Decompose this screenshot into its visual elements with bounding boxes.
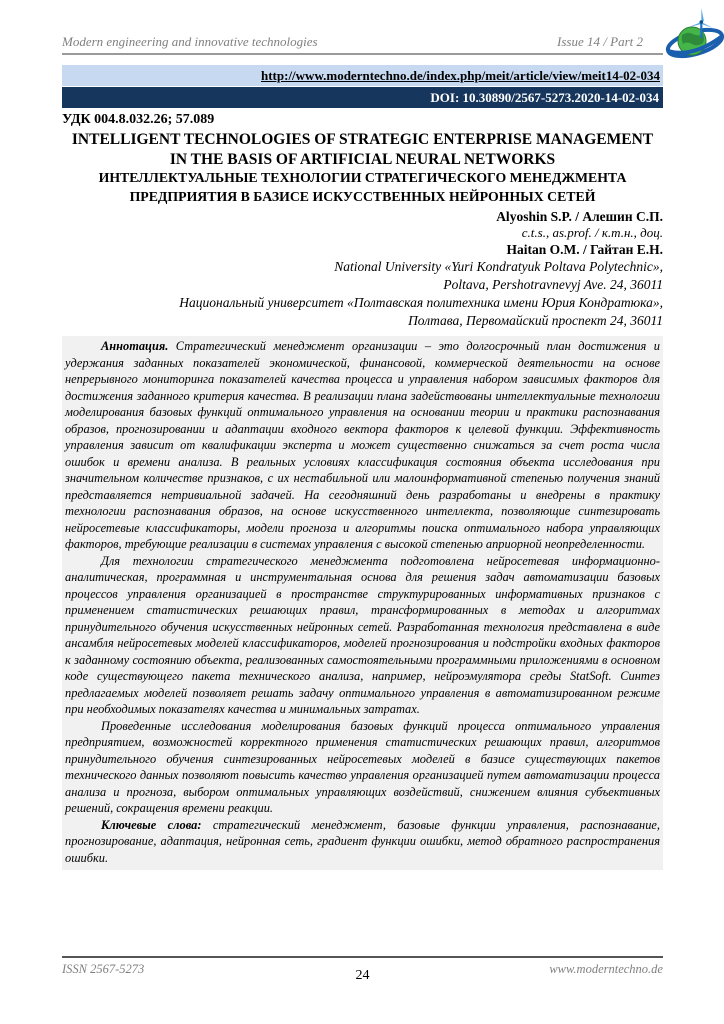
affiliation-ru-1: Национальный университет «Полтавская политехника имени Юрия Кондратюка», [179, 295, 663, 310]
abstract-paragraph-2: Для технологии стратегического менеджмента подготовлена нейросетевая информационно-аналитическая, программная и инструментальная основа для решения задач автоматизации базовых процессов управления организацией в пространстве структурированных информативных признаков с применением статистических решающих правил, трансформированных в методах и алгоритмах принудительного обучения искусственных нейронных сетей. Разработанная технология представлена в виде ансамбля нейросетевых моделей классификаторов, моделей прогнозирования и подстройки входных факторов к заданному состоянию объекта, реализованных самостоятельными программными приложениями в основном коде существующего пакета технического анализа, например, нейроэмулятора среды StatSoft. Синтез предлагаемых моделей позволяет решать задачу оптимального управления в автоматизированном режиме при необходимых показателях качества и минимальных затратах. [65, 553, 660, 716]
article-title-ru: ИНТЕЛЛЕКТУАЛЬНЫЕ ТЕХНОЛОГИИ СТРАТЕГИЧЕСКОГО МЕНЕДЖМЕНТА ПРЕДПРИЯТИЯ В БАЗИСЕ ИСКУССТВЕННЫХ НЕЙРОННЫХ СЕТЕЙ [98, 170, 627, 204]
affiliation-en-1: National University «Yuri Kondratyuk Poltava Polytechnic», [334, 259, 663, 274]
keywords-label: Ключевые слова: [101, 817, 202, 832]
article-url-bar [62, 65, 663, 86]
page-content [62, 0, 663, 870]
author-1-name: Alyoshin S.P. / Алешин С.П. [496, 209, 663, 224]
running-header [62, 0, 663, 55]
doi-text: DOI: 10.30890/2567-5273.2020-14-02-034 [430, 90, 659, 105]
affiliation-ru-2: Полтава, Первомайский проспект 24, 36011 [408, 313, 663, 328]
article-title-en: INTELLIGENT TECHNOLOGIES OF STRATEGIC ENTERPRISE MANAGEMENT IN THE BASIS OF ARTIFICIAL NEURAL NETWORKS [71, 131, 654, 168]
abstract-label: Аннотация. [101, 339, 169, 353]
doi-bar [62, 87, 663, 108]
keywords-paragraph [65, 817, 660, 867]
udc-code: УДК 004.8.032.26; 57.089 [62, 112, 215, 127]
affiliation-block [62, 258, 663, 330]
page-number: 24 [355, 968, 370, 983]
keywords-text: стратегический менеджмент, базовые функции управления, распознавание, прогнозирование, адаптация, нейронная сеть, градиент функции ошибки, метод обратного распространения ошибки. [65, 817, 660, 865]
issn-label: ISSN 2567-5273 [62, 962, 145, 976]
author-1-degree: c.t.s., as.prof. / к.т.н., доц. [521, 225, 663, 240]
running-footer [62, 956, 663, 984]
authors-block [62, 208, 663, 258]
affiliation-en-2: Poltava, Pershotravnevyj Ave. 24, 36011 [443, 277, 663, 292]
article-url-link[interactable]: http://www.moderntechno.de/index.php/meit/article/view/meit14-02-034 [261, 68, 660, 83]
journal-name: Modern engineering and innovative technologies [62, 34, 318, 49]
journal-logo [664, 4, 724, 68]
site-label: www.moderntechno.de [549, 962, 663, 976]
issue-label: Issue 14 / Part 2 [557, 34, 643, 49]
abstract-text-1: Стратегический менеджмент организации – это долгосрочный план достижения и удержания заданных показателей экономической, финансовой, коммерческой деятельности на основе непрерывного мониторинга показателей качества процесса и управления набором зависимых факторов для достижения заданного критерия качества. В реализации плана задействованы интеллектуальные технологии моделирования базовых функций оптимального управления на основании теории и практики распознавания образов, прогнозировании и адаптации входного вектора факторов к целевой функции. Эффективность управления зависит от квалификации эксперта и может существенно снижаться за счет роста числа ошибок и времени анализа. В реальных условиях классификация состояния объекта исследования при значительном количестве признаков, с их нестабильной или малоинформативной степенью получения знаний представляется нетривиальной задачей. На сегодняшний день разработаны и внедрены в практику технологии распознавания образов, на основе искусственного интеллекта, позволяющие синтезировать нейросетевые классификаторы, модели прогноза и алгоритмы поиска оптимального набора управляющих факторов, требующие реализации в системах управления с высокой степенью априорной неопределенности. [65, 339, 660, 551]
journal-logo-icon [664, 4, 724, 68]
abstract-paragraph-3: Проведенные исследования моделирования базовых функций процесса оптимального управления предприятием, возможностей корректного применения статистических решающих правил, алгоритмов принудительного обучения синтезированных нейросетевых моделей в базисе существующих пакетов технического данных позволяют повысить качество управления организацией путем автоматизации процесса анализа и прогноза, выбором оптимальных управляющих воздействий, снижением влияния субъективных решений, сокращения времени реакции. [65, 718, 660, 815]
abstract-block [62, 336, 663, 870]
abstract-paragraph-1 [65, 338, 660, 553]
author-2-name: Haitan O.M. / Гайтан Е.Н. [506, 242, 663, 257]
